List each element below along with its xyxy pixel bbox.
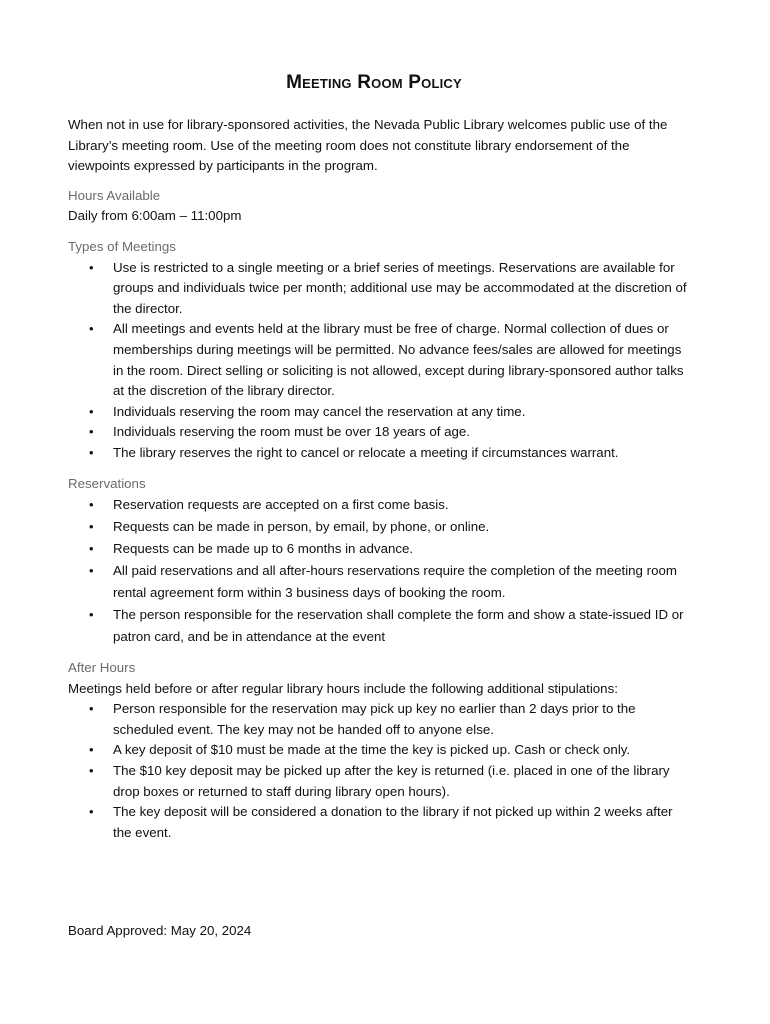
list-item-text: Requests can be made up to 6 months in advance.: [113, 541, 414, 557]
page-title: Meeting Room Policy: [286, 72, 462, 93]
list-item-text: The person responsible for the reservation shall complete the form and show a state-issued ID or patron card, and be in attendance at the event: [113, 607, 684, 645]
bullet-icon: •: [89, 321, 94, 337]
list-item-text: The key deposit will be considered a donation to the library if not picked up within 2 weeks after the event.: [113, 804, 673, 840]
list-item: [68, 802, 690, 843]
bullet-icon: •: [89, 742, 94, 758]
bullet-icon: •: [89, 519, 94, 535]
bullet-icon: •: [89, 444, 94, 460]
types-heading: Types of Meetings: [68, 238, 176, 254]
list-item-text: The library reserves the right to cancel or relocate a meeting if circumstances warrant.: [113, 444, 619, 460]
hours-text: Daily from 6:00am – 11:00pm: [68, 208, 242, 224]
list-item-text: Individuals reserving the room may cancel the reservation at any time.: [113, 403, 526, 419]
list-item-text: The $10 key deposit may be picked up after the key is returned (i.e. placed in one of the library drop boxes or returned to staff during library open hours).: [113, 763, 670, 799]
list-item: [68, 319, 690, 401]
list-item-text: All paid reservations and all after-hours reservations require the completion of the meeting room rental agreement form within 3 business days of booking the room.: [113, 563, 677, 601]
bullet-icon: •: [89, 403, 94, 419]
list-item-text: Person responsible for the reservation may pick up key no earlier than 2 days prior to the scheduled event. The key may not be handed off to anyone else.: [113, 701, 636, 737]
list-item: [68, 516, 690, 538]
bullet-icon: •: [89, 701, 94, 717]
list-item: [68, 761, 690, 802]
after-hours-heading: After Hours: [68, 660, 136, 676]
bullet-icon: •: [89, 259, 94, 275]
types-list: [68, 258, 690, 464]
list-item-text: Individuals reserving the room must be over 18 years of age.: [113, 424, 470, 440]
bullet-icon: •: [89, 497, 94, 513]
list-item: [68, 494, 690, 516]
hours-heading: Hours Available: [68, 187, 161, 203]
list-item: [68, 422, 690, 443]
after-hours-text: Meetings held before or after regular library hours include the following additional stipulations:: [68, 680, 618, 696]
bullet-icon: •: [89, 607, 94, 623]
reservations-list: [68, 494, 690, 648]
list-item-text: Requests can be made in person, by email, by phone, or online.: [113, 519, 490, 535]
bullet-icon: •: [89, 563, 94, 579]
list-item: [68, 402, 690, 423]
list-item-text: A key deposit of $10 must be made at the time the key is picked up. Cash or check only.: [113, 742, 631, 758]
bullet-icon: •: [89, 763, 94, 779]
bullet-icon: •: [89, 541, 94, 557]
list-item-text: Use is restricted to a single meeting or a brief series of meetings. Reservations are available for groups and individuals twice per month; additional use may be accommodated at the discretion of the director.: [113, 259, 687, 316]
list-item: [68, 560, 690, 604]
list-item: [68, 604, 690, 648]
list-item: [68, 443, 690, 464]
list-item: [68, 740, 690, 761]
after-hours-list: [68, 699, 690, 843]
intro-paragraph: When not in use for library-sponsored activities, the Nevada Public Library welcomes public use of the Library’s meeting room. Use of the meeting room does not constitute library endorsement of the viewpoints expressed by participants in the program.: [68, 117, 668, 174]
list-item-text: Reservation requests are accepted on a first come basis.: [113, 497, 449, 513]
reservations-heading: Reservations: [68, 475, 146, 491]
list-item: [68, 538, 690, 560]
list-item: [68, 258, 690, 320]
list-item-text: All meetings and events held at the library must be free of charge. Normal collection of dues or memberships during meetings will be permitted. No advance fees/sales are allowed for meetings in the room. Direct selling or soliciting is not allowed, except during library-sponsored author talks at the discretion of the library director.: [113, 321, 684, 399]
policy-content: [68, 115, 690, 853]
bullet-icon: •: [89, 804, 94, 820]
list-item: [68, 699, 690, 740]
board-approved-note: Board Approved: May 20, 2024: [68, 923, 252, 938]
bullet-icon: •: [89, 424, 94, 440]
